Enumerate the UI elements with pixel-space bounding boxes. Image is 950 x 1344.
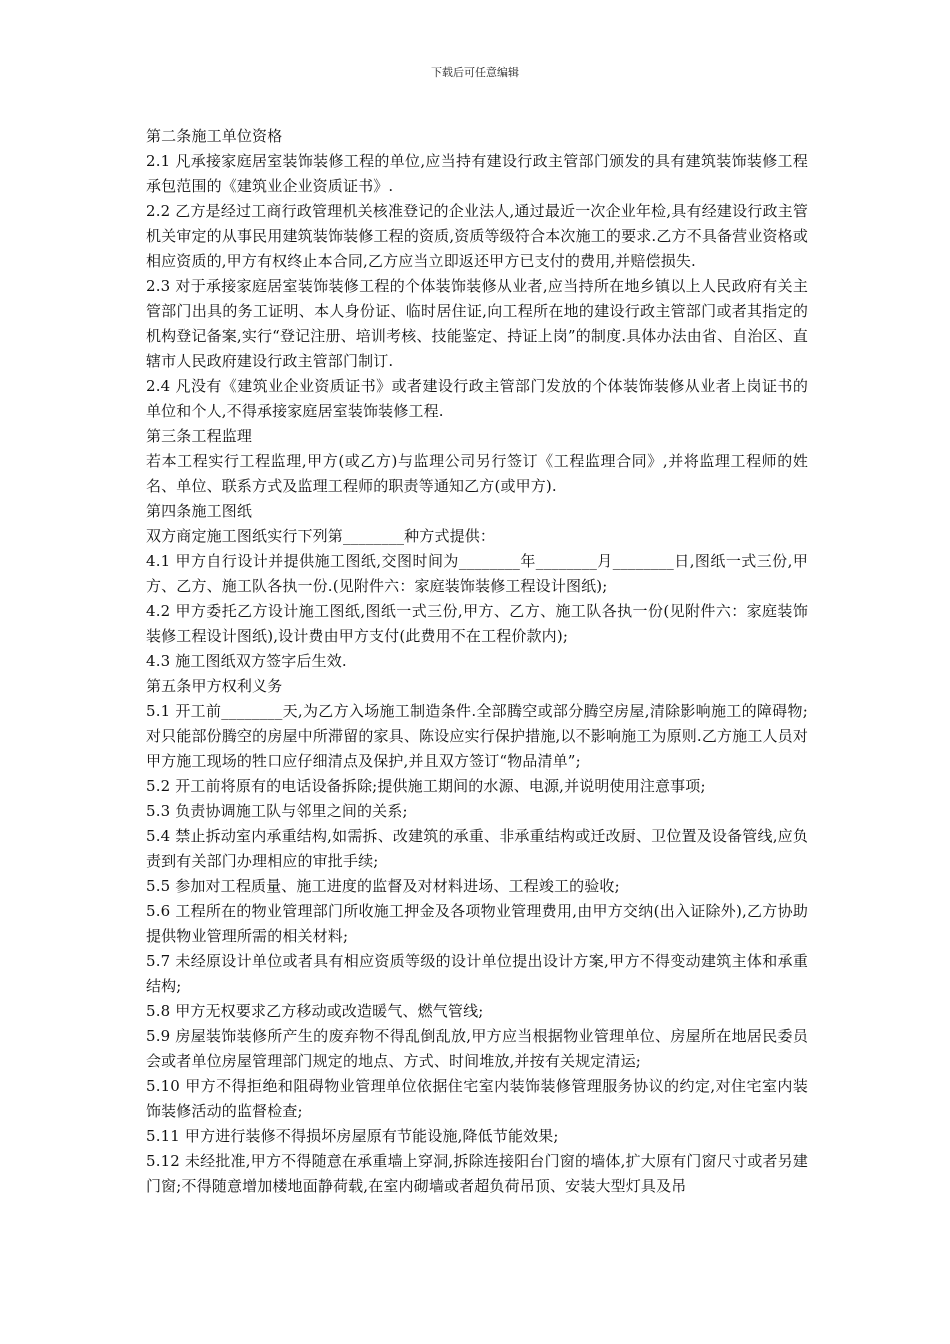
clause-5-9: 5.9 房屋装饰装修所产生的废弃物不得乱倒乱放,甲方应当根据物业管理单位、房屋所在地居民委员会或者单位房屋管理部门规定的地点、方式、时间堆放,并按有关规定清运;: [146, 1027, 808, 1070]
clause-4-1: 4.1 甲方自行设计并提供施工图纸,交图时间为________年________月________日,图纸一式三份,甲方、乙方、施工队各执一份.(见附件六：家庭装饰装修工程设计图纸);: [146, 552, 808, 595]
clause-5-12: 5.12 未经批准,甲方不得随意在承重墙上穿洞,拆除连接阳台门窗的墙体,扩大原有门窗尺寸或者另建门窗;不得随意增加楼地面静荷载,在室内砌墙或者超负荷吊顶、安装大型灯具及吊: [146, 1152, 808, 1195]
clause-5-8: 5.8 甲方无权要求乙方移动或改造暖气、燃气管线;: [146, 1002, 484, 1020]
clause-5-7: 5.7 未经原设计单位或者具有相应资质等级的设计单位提出设计方案,甲方不得变动建筑主体和承重结构;: [146, 952, 808, 995]
clause-2-4: 2.4 凡没有《建筑业企业资质证书》或者建设行政主管部门发放的个体装饰装修从业者上岗证书的单位和个人,不得承接家庭居室装饰装修工程.: [146, 377, 808, 420]
clause-5-3: 5.3 负责协调施工队与邻里之间的关系;: [146, 802, 408, 820]
section-heading-2: 第二条施工单位资格: [146, 127, 283, 145]
section-heading-3: 第三条工程监理: [146, 427, 253, 445]
clause-4-intro: 双方商定施工图纸实行下列第________种方式提供：: [146, 527, 496, 545]
clause-5-10: 5.10 甲方不得拒绝和阻碍物业管理单位依据住宅室内装饰装修管理服务协议的约定,对住宅室内装饰装修活动的监督检查;: [146, 1077, 808, 1120]
clause-5-2: 5.2 开工前将原有的电话设备拆除;提供施工期间的水源、电源,并说明使用注意事项;: [146, 777, 706, 795]
clause-5-4: 5.4 禁止拆动室内承重结构,如需拆、改建筑的承重、非承重结构或迁改厨、卫位置及设备管线,应负责到有关部门办理相应的审批手续;: [146, 827, 808, 870]
section-heading-5: 第五条甲方权利义务: [146, 677, 283, 695]
page-header: 下载后可任意编辑: [431, 66, 519, 79]
section-heading-4: 第四条施工图纸: [146, 502, 253, 520]
clause-5-5: 5.5 参加对工程质量、施工进度的监督及对材料进场、工程竣工的验收;: [146, 877, 620, 895]
clause-4-2: 4.2 甲方委托乙方设计施工图纸,图纸一式三份,甲方、乙方、施工队各执一份(见附件六：家庭装饰装修工程设计图纸),设计费由甲方支付(此费用不在工程价款内);: [146, 602, 808, 645]
clause-2-3: 2.3 对于承接家庭居室装饰装修工程的个体装饰装修从业者,应当持所在地乡镇以上人民政府有关主管部门出具的务工证明、本人身份证、临时居住证,向工程所在地的建设行政主管部门或者其指定的机构登记备案,实行“登记注册、培训考核、技能鉴定、持证上岗”的制度.具体办法由省、自治区、直辖市人民政府建设行政主管部门制订.: [146, 277, 808, 370]
clause-2-2: 2.2 乙方是经过工商行政管理机关核准登记的企业法人,通过最近一次企业年检,具有经建设行政主管机关审定的从事民用建筑装饰装修工程的资质,资质等级符合本次施工的要求.乙方不具备营业资格或相应资质的,甲方有权终止本合同,乙方应当立即返还甲方已支付的费用,并赔偿损失.: [146, 202, 808, 270]
clause-2-1: 2.1 凡承接家庭居室装饰装修工程的单位,应当持有建设行政主管部门颁发的具有建筑装饰装修工程承包范围的《建筑业企业资质证书》.: [146, 152, 808, 195]
clause-5-1: 5.1 开工前________天,为乙方入场施工制造条件.全部腾空或部分腾空房屋,清除影响施工的障碍物;对只能部份腾空的房屋中所滞留的家具、陈设应实行保护措施,以不影响施工为原则.乙方施工人员对甲方施工现场的牲口应仔细清点及保护,并且双方签订“物品清单”;: [146, 702, 808, 770]
clause-5-11: 5.11 甲方进行装修不得损坏房屋原有节能设施,降低节能效果;: [146, 1127, 559, 1145]
clause-3-body: 若本工程实行工程监理,甲方(或乙方)与监理公司另行签订《工程监理合同》,并将监理工程师的姓名、单位、联系方式及监理工程师的职责等通知乙方(或甲方).: [146, 452, 808, 495]
clause-5-6: 5.6 工程所在的物业管理部门所收施工押金及各项物业管理费用,由甲方交纳(出入证除外),乙方协助提供物业管理所需的相关材料;: [146, 902, 808, 945]
document-body: [146, 124, 808, 1199]
clause-4-3: 4.3 施工图纸双方签字后生效.: [146, 652, 347, 670]
